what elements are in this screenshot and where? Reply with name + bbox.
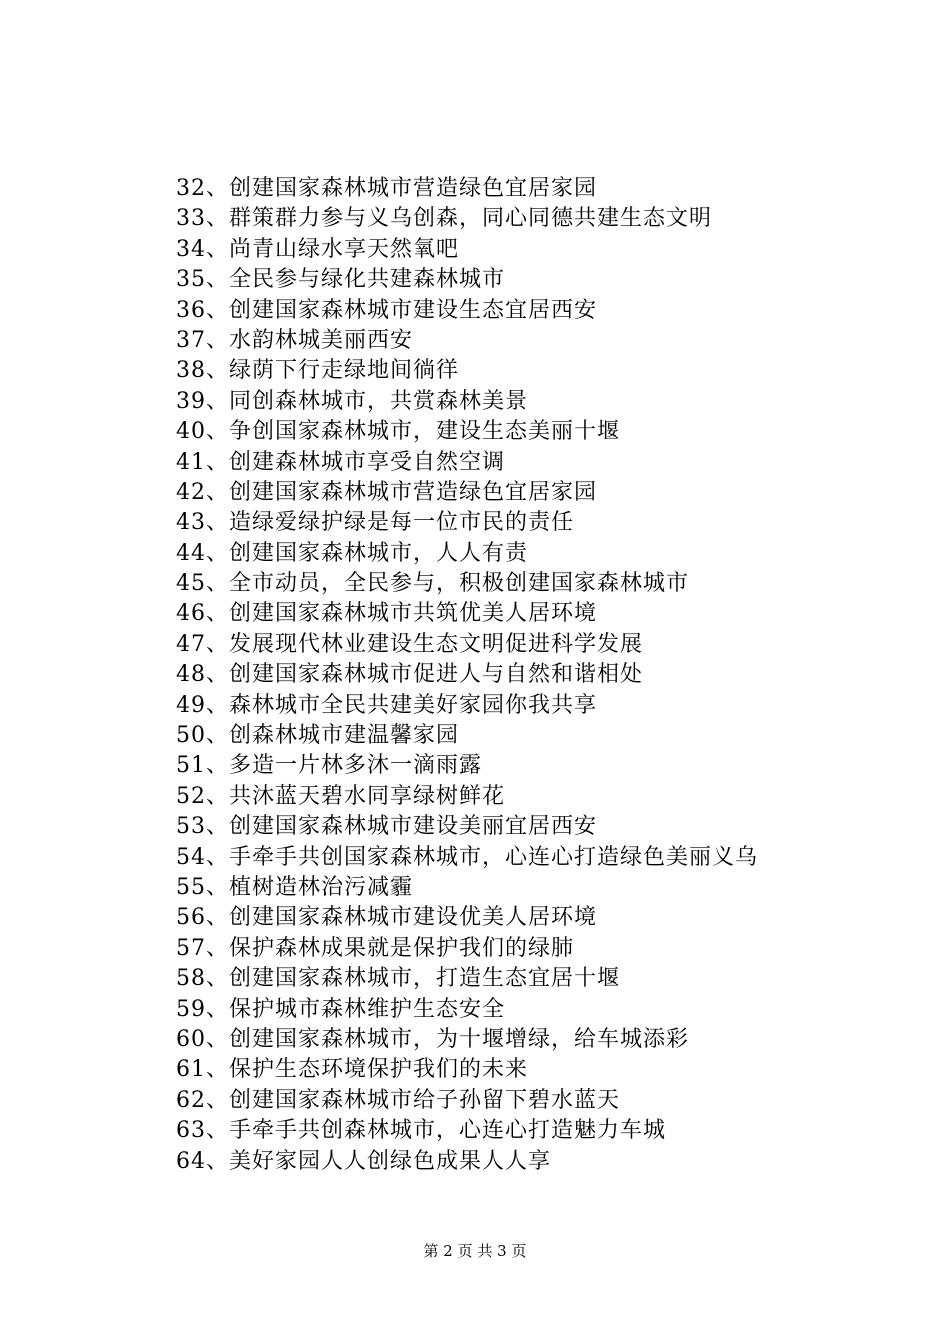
slogan-line: 59、保护城市森林维护生态安全 (176, 996, 505, 1022)
slogan-line: 57、保护森林成果就是保护我们的绿肺 (176, 935, 574, 961)
slogan-line: 63、手牵手共创森林城市，心连心打造魅力车城 (176, 1118, 666, 1144)
slogan-line: 56、创建国家森林城市建设优美人居环境 (176, 905, 597, 931)
slogan-line: 52、共沐蓝天碧水同享绿树鲜花 (176, 783, 505, 809)
slogan-line: 43、造绿爱绿护绿是每一位市民的责任 (176, 510, 574, 536)
slogan-line: 64、美好家园人人创绿色成果人人享 (176, 1148, 551, 1174)
slogan-line: 49、森林城市全民共建美好家园你我共享 (176, 692, 597, 718)
slogan-line: 37、水韵林城美丽西安 (176, 327, 413, 353)
slogan-line: 55、植树造林治污减霾 (176, 874, 413, 900)
slogan-line: 58、创建国家森林城市，打造生态宜居十堰 (176, 966, 620, 992)
slogan-line: 60、创建国家森林城市，为十堰增绿，给车城添彩 (176, 1026, 689, 1052)
slogan-line: 51、多造一片林多沐一滴雨露 (176, 753, 482, 779)
slogan-line: 36、创建国家森林城市建设生态宜居西安 (176, 297, 597, 323)
slogan-line: 62、创建国家森林城市给子孙留下碧水蓝天 (176, 1087, 620, 1113)
slogan-line: 38、绿荫下行走绿地间徜徉 (176, 358, 459, 384)
slogan-line: 48、创建国家森林城市促进人与自然和谐相处 (176, 662, 643, 688)
slogan-line: 53、创建国家森林城市建设美丽宜居西安 (176, 814, 597, 840)
slogan-line: 45、全市动员，全民参与，积极创建国家森林城市 (176, 571, 689, 597)
page-footer: 第 2 页 共 3 页 (423, 1242, 527, 1260)
slogan-line: 40、争创国家森林城市，建设生态美丽十堰 (176, 419, 620, 445)
slogan-line: 42、创建国家森林城市营造绿色宜居家园 (176, 479, 597, 505)
slogan-line: 34、尚青山绿水享天然氧吧 (176, 236, 459, 262)
slogan-line: 39、同创森林城市，共赏森林美景 (176, 388, 528, 414)
slogan-line: 33、群策群力参与义乌创森，同心同德共建生态文明 (176, 206, 712, 232)
slogan-line: 32、创建国家森林城市营造绿色宜居家园 (176, 176, 597, 201)
slogan-line: 41、创建森林城市享受自然空调 (176, 449, 505, 475)
slogan-line: 61、保护生态环境保护我们的未来 (176, 1057, 528, 1083)
slogan-line: 50、创森林城市建温馨家园 (176, 723, 459, 749)
slogan-line: 44、创建国家森林城市，人人有责 (176, 540, 528, 566)
slogan-line: 54、手牵手共创国家森林城市，心连心打造绿色美丽义乌 (176, 844, 758, 870)
slogan-line: 47、发展现代林业建设生态文明促进科学发展 (176, 631, 643, 657)
slogan-list (176, 174, 758, 1177)
slogan-line: 35、全民参与绿化共建森林城市 (176, 267, 505, 293)
slogan-line: 46、创建国家森林城市共筑优美人居环境 (176, 601, 597, 627)
